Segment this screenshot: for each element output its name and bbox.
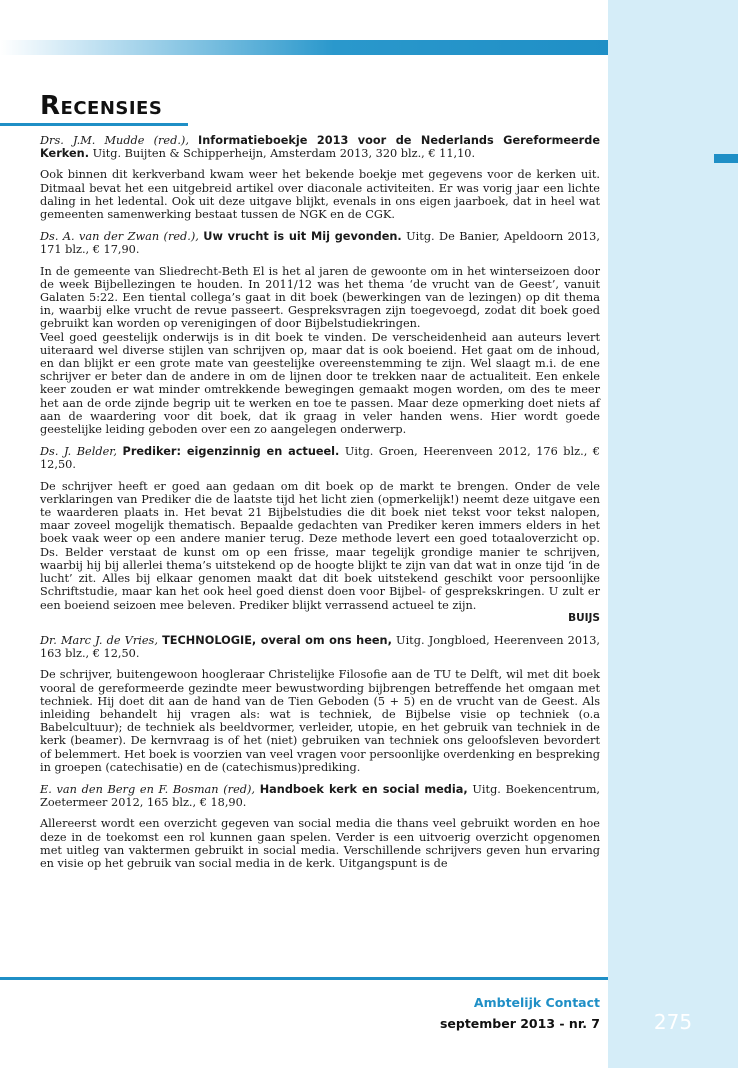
review-paragraph: Ook binnen dit kerkverband kwam weer het bekende boekje met gegevens voor de kerken uit. Ditmaal bevat het een uitgebreid artikel over diaconale activiteiten. Er was vorig jaar een lichte daling in het ledental. Ook uit deze uitgave blijkt, evenals in ons eigen jaarboek, dat in heel wat gemeenten samenwerking bestaat tussen de NGK en de CGK. <box>40 168 600 222</box>
footer-rule <box>0 977 608 980</box>
review-signature: BUIJS <box>568 611 600 624</box>
sidebar-tab-marker <box>714 154 738 163</box>
review-paragraph: De schrijver heeft er goed aan gedaan om dit boek op de markt te brengen. Onder de vele verklaringen van Prediker die de laatste tijd het licht zien (opmerkelijk!) neemt deze uitgave een te waarderen plaats in. Het bevat 21 Bijbelstudies die dit boek niet tekst voor tekst nalopen, maar zoveel mogelijk thematisch. Bepaalde gedachten van Prediker keren immers elders in het boek vaak weer op een andere manier terug. Deze methode levert een goed totaaloverzicht op. Ds. Belder verstaat de kunst om op een frisse, maar tegelijk grondige manier te schrijven, waarbij hij bij allerlei thema’s uitstekend op de hoogte blijkt te zijn van dat wat in onze tijd ‘in de lucht’ zit. Alles bij elkaar genomen maakt dat dit boek uitstekend geschikt voor persoonlijke Schriftstudie, maar kan het ook heel goed dienst doen voor Bijbel- of gesprekskringen. U zult er een boeiend seizoen mee beleven. Prediker blijkt verrassend actueel te zijn. <box>40 479 600 612</box>
top-gradient-band <box>0 40 608 55</box>
review-paragraph: Allereerst wordt een overzicht gegeven van social media die thans veel gebruikt worden en hoe deze in de toekomst een rol kunnen gaan spelen. Verder is een uitvoerig overzicht opgenomen met uitleg van vaktermen gebruikt in social media. Verschillende schrijvers geven hun ervaring en visie op het gebruik van social media in de kerk. Uitgangspunt is de <box>40 817 600 870</box>
review-title: TECHNOLOGIE, overal om ons heen, <box>162 633 392 647</box>
review-3 <box>40 445 600 625</box>
review-title: Uw vrucht is uit Mij gevonden. <box>203 230 402 244</box>
page-number: 275 <box>653 1010 693 1034</box>
review-paragraph: De schrijver, buitengewoon hoogleraar Christelijke Filosofie aan de TU te Delft, wil met dit boek vooral de gereformeerde gezindte meer bewustwording bijbrengen betreffende het omgaan met techniek. Hij doet dit aan de hand van de Tien Geboden (5 + 5) en de vrucht van de Geest. Als inleiding behandelt hij vragen als: wat is techniek, de Bijbelse visie op techniek (o.a Babelcultuur); de techniek als beeldvormer, verleider, utopie, en het gebruik van techniek in de kerk (beamer). De kernvraag is of het (niet) gebruiken van techniek ons geloofsleven bevordert of belemmert. Het boek is voorzien van veel vragen voor persoonlijke overdenking en bespreking in groepen (catechisatie) en de (catechismus)prediking. <box>40 668 600 774</box>
review-title: Prediker: eigenzinnig en actueel. <box>122 445 340 459</box>
review-publisher: Uitg. De Banier, Apeldoorn 2013, 171 blz., € 17,90. <box>40 230 600 257</box>
review-meta <box>40 230 600 256</box>
review-meta <box>40 445 600 471</box>
review-author: Ds. J. Belder, <box>40 445 118 459</box>
reviews-column <box>40 134 600 879</box>
review-1 <box>40 134 600 221</box>
page-heading: Recensies <box>40 91 163 121</box>
review-publisher: Uitg. Buijten & Schipperheijn, Amsterdam 2013, 320 blz., € 11,10. <box>92 147 476 161</box>
review-4 <box>40 634 600 774</box>
review-author: Ds. A. van der Zwan (red.), <box>40 230 199 244</box>
review-paragraph: Veel goed geestelijk onderwijs is in dit boek te vinden. De verscheidenheid aan auteurs levert uiteraard wel diverse stijlen van schrijven op, maar dat is ook boeiend. Het gaat om de inhoud, en dan blijkt er een grote mate van geestelijke overeenstemming te zijn. Wel slaagt m.i. de ene schrijver er beter dan de andere in om de lijnen door te trekken naar de actualiteit. Een enkele keer zouden er wat minder omtrekkende bewegingen gemaakt mogen worden, om des te meer het aan de orde zijnde begrip uit te werken en toe te passen. Maar deze opmerking doet niets af aan de waardering voor dit boek, dat ik graag in veler handen wens. Hier wordt goede geestelijke leiding geboden over een zo aangelegen onderwerp. <box>40 330 600 437</box>
review-meta <box>40 134 600 160</box>
review-publisher: Uitg. Boekencentrum, Zoetermeer 2012, 165 blz., € 18,90. <box>40 782 601 810</box>
review-publisher: Uitg. Groen, Heerenveen 2012, 176 blz., € 12,50. <box>40 445 600 472</box>
review-meta <box>40 634 600 660</box>
review-5 <box>40 783 600 870</box>
review-title: Informatieboekje 2013 voor de Nederlands Gereformeerde Kerken. <box>40 134 600 161</box>
magazine-name: Ambtelijk Contact <box>473 995 600 1010</box>
review-title: Handboek kerk en social media, <box>259 782 468 796</box>
review-paragraph: In de gemeente van Sliedrecht-Beth El is het al jaren de gewoonte om in het winterseizoen door de week Bijbellezingen te houden. In 2011/12 was het thema ‘de vrucht van de Geest’, vanuit Galaten 5:22. Een tiental collega’s gaat in dit boek (bewerkingen van de lezingen) op dit thema in, waarbij elke vrucht de revue passeert. Gespreksvragen zijn toegevoegd, zodat dit boek goed gebruikt kan worden op verenigingen of door Bijbelstudiekringen. <box>40 264 600 331</box>
review-author: Drs. J.M. Mudde (red.), <box>40 134 189 147</box>
review-meta <box>40 783 600 809</box>
issue-label: september 2013 - nr. 7 <box>439 1016 600 1031</box>
review-publisher: Uitg. Jongbloed, Heerenveen 2013, 163 blz., € 12,50. <box>40 633 600 661</box>
review-author: E. van den Berg en F. Bosman (red), <box>40 782 255 796</box>
heading-underline <box>0 123 188 126</box>
review-2 <box>40 230 600 436</box>
review-author: Dr. Marc J. de Vries, <box>40 633 158 647</box>
